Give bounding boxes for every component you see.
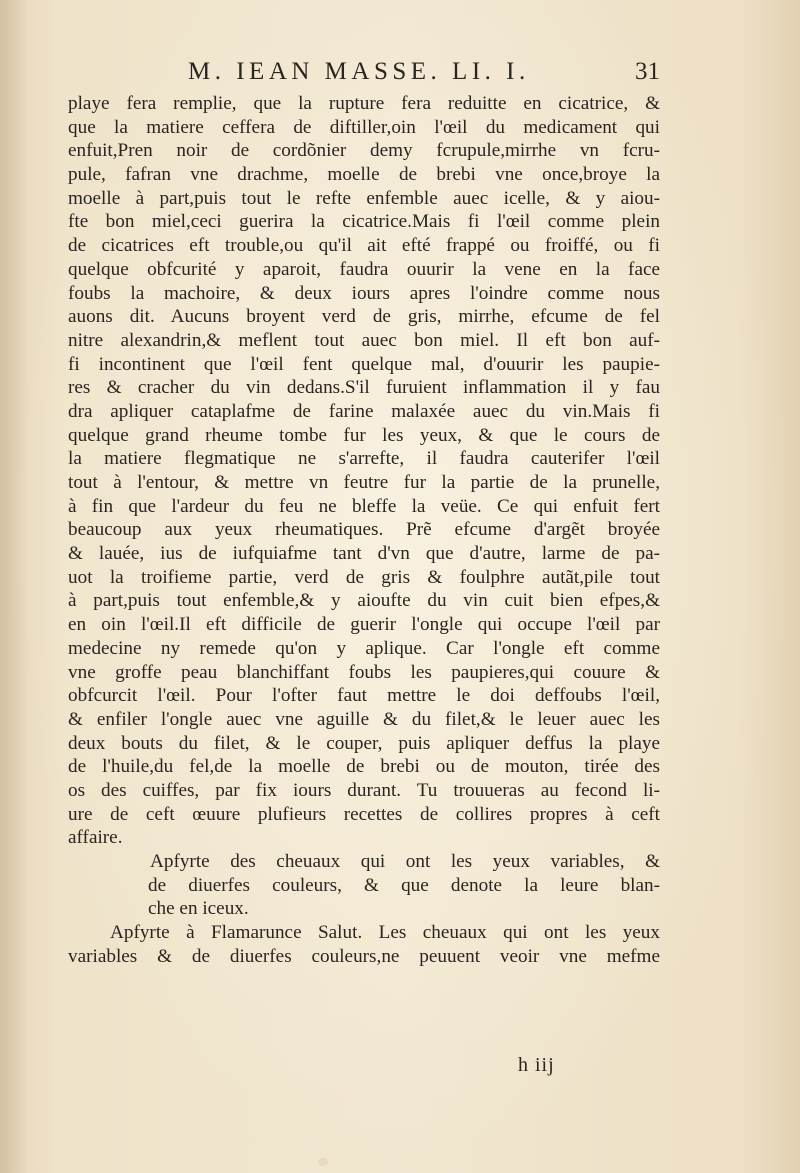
body-text bbox=[68, 92, 660, 968]
paragraph-first-line: Apfyrte à Flamarunce Salut. Les cheuaux qui ont les yeux bbox=[110, 922, 660, 944]
text-line: variables & de diuerfes couleurs,ne peuuent veoir vne mefme bbox=[68, 945, 660, 967]
text-line: nitre alexandrin,& meflent tout auec bon miel. Il eft bon auf- bbox=[68, 329, 660, 351]
text-line: fte bon miel,ceci guerira la cicatrice.Mais fi l'œil comme plein bbox=[68, 211, 660, 233]
section-heading-line: de diuerfes couleurs, & que denote la leure blan- bbox=[148, 874, 660, 896]
text-line: & enfiler l'ongle auec vne aguille & du filet,& le leuer auec les bbox=[68, 708, 660, 730]
text-line: de l'huile,du fel,de la moelle de brebi ou de mouton, tirée des bbox=[68, 756, 660, 778]
text-line: auons dit. Aucuns broyent verd de gris, mirrhe, efcume de fel bbox=[68, 306, 660, 328]
text-line: foubs la machoire, & deux iours apres l'oindre comme nous bbox=[68, 282, 660, 304]
section-heading-line: che en iceux. bbox=[148, 898, 249, 920]
text-line: à part,puis tout enfemble,& y aioufte du vin cuit bien efpes,& bbox=[68, 590, 660, 612]
text-line: ure de ceft œuure plufieurs recettes de collires propres à ceft bbox=[68, 803, 660, 825]
text-line: moelle à part,puis tout le refte enfemble auec icelle, & y aiou- bbox=[68, 187, 660, 209]
text-line: tout à l'entour, & mettre vn feutre fur la partie de la prunelle, bbox=[68, 472, 660, 493]
text-line: & lauée, ius de iufquiafme tant d'vn que d'autre, larme de pa- bbox=[68, 543, 660, 565]
running-title: M. IEAN MASSE. LI. I. bbox=[188, 58, 530, 85]
running-head bbox=[70, 58, 660, 92]
text-line: la matiere flegmatique ne s'arrefte, il faudra cauterifer l'œil bbox=[68, 448, 660, 470]
text-line: à fin que l'ardeur du feu ne bleffe la veüe. Ce qui enfuit fert bbox=[68, 495, 660, 517]
text-line: medecine ny remede qu'on y aplique. Car l'ongle eft comme bbox=[68, 637, 660, 659]
text-line: res & cracher du vin dedans.S'il furuient inflammation il y fau bbox=[68, 377, 660, 399]
text-line: de cicatrices eft trouble,ou qu'il ait efté frappé ou froiffé, ou fi bbox=[68, 235, 660, 257]
text-line: playe fera remplie, que la rupture fera reduitte en cicatrice, & bbox=[68, 93, 660, 114]
text-line: enfuit,Pren noir de cordõnier demy fcrupule,mirrhe vn fcru- bbox=[68, 140, 660, 162]
text-line: beaucoup aux yeux rheumatiques. Prẽ efcume d'argẽt broyée bbox=[68, 519, 660, 541]
text-line: en oin l'œil.Il eft difficile de guerir l'ongle qui occupe l'œil par bbox=[68, 614, 660, 636]
text-line: affaire. bbox=[68, 827, 123, 849]
text-line: vne groffe peau blanchiffant foubs les paupieres,qui couure & bbox=[68, 661, 660, 683]
text-line: pule, fafran vne drachme, moelle de brebi vne once,broye la bbox=[68, 164, 660, 186]
gutter-shadow bbox=[0, 0, 28, 1173]
text-line: uot la troifieme partie, verd de gris & foulphre autãt,pile tout bbox=[68, 566, 660, 588]
text-line: quelque grand rheume tombe fur les yeux, & que le cours de bbox=[68, 424, 660, 446]
page-number: 31 bbox=[635, 58, 660, 85]
text-line: fi incontinent que l'œil fent quelque mal, d'ouurir les paupie- bbox=[68, 353, 660, 375]
text-line: que la matiere ceffera de diftiller,oin l'œil du medicament qui bbox=[68, 116, 660, 138]
paper-stain bbox=[318, 1158, 328, 1166]
text-line: quelque obfcurité y aparoit, faudra ouurir la vene en la face bbox=[68, 258, 660, 280]
text-line: obfcurcit l'œil. Pour l'ofter faut mettre le doi deffoubs l'œil, bbox=[68, 685, 660, 707]
text-line: os des cuiffes, par fix iours durant. Tu trouueras au fecond li- bbox=[68, 779, 660, 801]
text-line: deux bouts du filet, & le couper, puis apliquer deffus la playe bbox=[68, 732, 660, 754]
section-heading-line: Apfyrte des cheuaux qui ont les yeux variables, & bbox=[150, 851, 660, 872]
text-line: dra apliquer cataplafme de farine malaxée auec du vin.Mais fi bbox=[68, 400, 660, 422]
signature-mark: h iij bbox=[518, 1054, 555, 1076]
